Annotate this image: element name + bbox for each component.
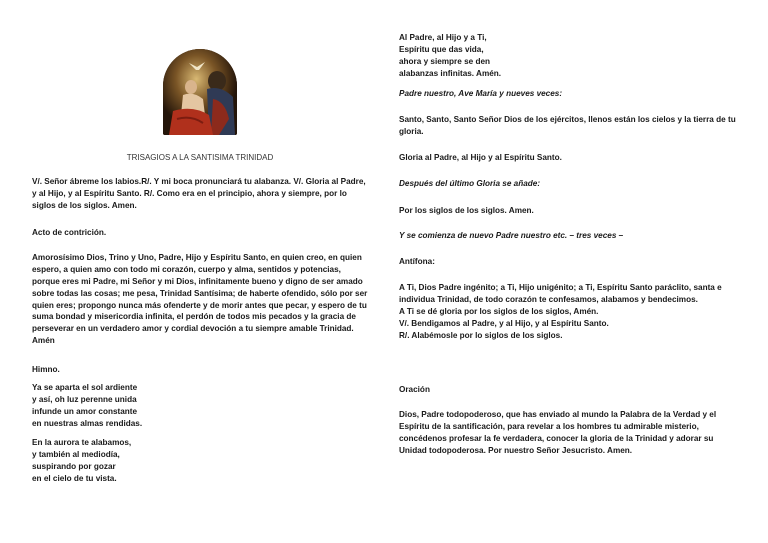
document-title: TRISAGIOS A LA SANTISIMA TRINIDAD — [126, 153, 274, 162]
verse-line: Al Padre, al Hijo y a Ti, — [399, 33, 487, 42]
himno-stanza-2 — [32, 437, 368, 485]
himno-heading: Himno. — [32, 365, 60, 374]
verse-line: en nuestras almas rendidas. — [32, 418, 143, 428]
antifona-line: A Ti se dé gloria por los siglos de los siglos, Amén. — [399, 306, 599, 316]
siglos-text: Por los siglos de los siglos. Amen. — [399, 206, 534, 215]
contricion-heading: Acto de contrición. — [32, 228, 107, 237]
verse-line: y así, oh luz perenne unida — [32, 394, 137, 404]
verse-line: En la aurora te alabamos, — [32, 438, 132, 447]
trinity-painting — [163, 49, 237, 135]
antifona-line: R/. Alabémosle por lo siglos de los siglos. — [399, 330, 563, 340]
verse-line: suspirando por gozar — [32, 461, 116, 471]
gloria-text: Gloria al Padre, al Hijo y al Espíritu Santo. — [399, 153, 562, 162]
verse-line: infunde un amor constante — [32, 406, 138, 416]
oracion-text: Dios, Padre todopoderoso, que has enviado al mundo la Palabra de la Verdad y el Espíritu de la santificación, para revelar a los hombres tu admirable misterio, concédenos profesar la fe verdadera, conocer la gloria de la Trinidad y adorar su Unidad todopoderosa. Por nuestro Señor Jesucristo. Amen. — [399, 410, 717, 455]
verse-line: alabanzas infinitas. Amén. — [399, 68, 502, 78]
verse-line: en el cielo de tu vista. — [32, 473, 117, 483]
antifona-body — [399, 282, 737, 341]
verse-line: ahora y siempre se den — [399, 56, 491, 66]
antifona-heading: Antífona: — [399, 257, 435, 266]
himno-stanza-1 — [32, 382, 368, 430]
himno-stanza-3 — [399, 32, 737, 80]
contricion-text: Amorosísimo Dios, Trino y Uno, Padre, Hijo y Espíritu Santo, en quien creo, en quien espero, a quien amo con todo mi corazón, cuerpo y alma, sentidos y potencias, porque eres mi Padre, mi Señor y mi Dios, infinitamente bueno y digno de ser amado sobre todas las cosas; me pesa, Trinidad Santísima; de haberte ofendido, sólo por ser quien eres; propongo nunca más ofenderte y de morir antes que pecar, y espero de tu suma bondad y misericordia infinita, el perdón de todos mis pecados y la gracia de perseverar en un verdadero amor y cordial devoción a tu siempre amable Trinidad. Amén — [32, 253, 368, 346]
rubric-gloria: Después del último Gloria se añade: — [399, 179, 541, 188]
oracion-heading: Oración — [399, 385, 430, 394]
antifona-line: A Ti, Dios Padre ingénito; a Ti, Hijo unigénito; a Ti, Espíritu Santo paráclito, santa e individua Trinidad, de todo corazón te confesamos, alabamos y bendecimos. — [399, 283, 722, 304]
rubric-padre-nuestro: Padre nuestro, Ave María y nueves veces: — [399, 89, 563, 98]
verse-line: Ya se aparta el sol ardiente — [32, 383, 138, 392]
verse-line: Espíritu que das vida, — [399, 44, 484, 54]
rubric-repeat: Y se comienza de nuevo Padre nuestro etc. – tres veces – — [399, 231, 624, 240]
trinity-painting-image — [163, 49, 237, 135]
intro-versicle: V/. Señor ábreme los labios.R/. Y mi boca pronunciará tu alabanza. V/. Gloria al Padre, y al Hijo, y al Espíritu Santo. R/. Como era en el principio, ahora y siempre, por lo siglos de los siglos. Amen. — [32, 177, 366, 210]
verse-line: y también al mediodía, — [32, 449, 120, 459]
antifona-line: V/. Bendigamos al Padre, y al Hijo, y al Espíritu Santo. — [399, 318, 609, 328]
santo-text: Santo, Santo, Santo Señor Dios de los ejércitos, llenos están los cielos y la tierra de tu gloria. — [399, 115, 736, 136]
